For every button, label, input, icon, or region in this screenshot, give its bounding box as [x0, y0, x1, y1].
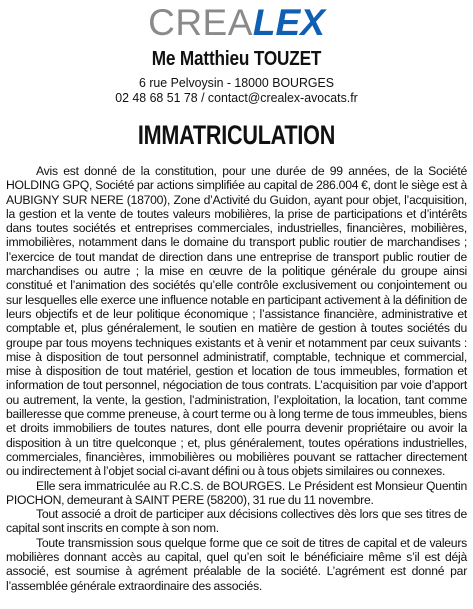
lawyer-contact: 02 48 68 51 78 / contact@crealex-avocats.fr	[115, 90, 358, 105]
lawyer-header	[0, 48, 473, 105]
logo-text-crea: CREA	[148, 2, 253, 43]
notice-title: IMMATRICULATION	[137, 120, 336, 150]
notice-body	[6, 164, 467, 593]
crealex-logo	[0, 4, 473, 42]
lawyer-name: Me Matthieu TOUZET	[151, 48, 322, 70]
paragraph-voting-rights: Tout associé a droit de participer aux décisions collectives dès lors que ses titres de capital sont inscrits en compte à son nom.	[6, 507, 467, 536]
lawyer-address: 6 rue Pelvoysin - 18000 BOURGES	[139, 75, 334, 90]
paragraph-share-transfer: Toute transmission sous quelque forme que ce soit de titres de capital et de valeurs mobilières donnant accès au capital, quel qu’en soit le bénéficiaire même s’il est déjà associé, est soumise à agrément préalable de la société. L’agrément est donné par l’assemblée générale extraordinaire des associés.	[6, 535, 467, 593]
paragraph-constitution: Avis est donné de la constitution, pour une durée de 99 années, de la Société HOLDING GPQ, Société par actions simplifiée au capital de 286.004 €, dont le siège est à AUBIGNY SUR NERE (18700), Zone d’Activité du Guidon, ayant pour objet, l’acquisition, la gestion et la vente de toutes valeurs mobilières, la prise de participations et d’intérêts dans toutes sociétés et entreprises commerciales, industrielles, financières, mobilières, immobilières, notamment dans le domaine du transport public routier de marchandises ; l’exercice de tout mandat de direction dans une entreprise de transport public routier de marchandises ou autre ; la mise en œuvre de la politique générale du groupe ainsi constitué et l’animation des sociétés qu’elle contrôle exclusivement ou conjointement ou sur lesquelles elle exerce une influence notable en participant activement à la définition de leurs objectifs et de leur politique économique ; l’assistance financière, administrative et comptable et, plus généralement, le soutien en matière de gestion à toutes sociétés du groupe par tous moyens techniques existants et à venir et notamment par ceux suivants : mise à disposition de tout personnel administratif, comptable, technique et commercial, mise à disposition de tout matériel, gestion et location de tous immeubles, formation et information de tout personnel, négociation de tous contrats. L’acquisition par voie d’apport ou autrement, la vente, la gestion, l’administration, l’exploitation, la location, tant comme bailleresse que comme preneuse, à court terme ou à long terme de tous immeubles, biens et droits immobiliers de toutes natures, dont elle pourra devenir propriétaire ou avoir la disposition à un titre quelconque ; et, plus généralement, toutes opérations industrielles, commerciales, financières, immobilières ou mobilières pouvant se rattacher directement ou indirectement à l’objet social ci-avant défini ou à tous objets similaires ou connexes.	[6, 164, 467, 479]
paragraph-registration: Elle sera immatriculée au R.C.S. de BOURGES. Le Président est Monsieur Quentin PIOCHON, demeurant à SAINT PERE (58200), 31 rue du 11 novembre.	[6, 478, 467, 507]
logo-text-lex: LEX	[252, 2, 325, 43]
